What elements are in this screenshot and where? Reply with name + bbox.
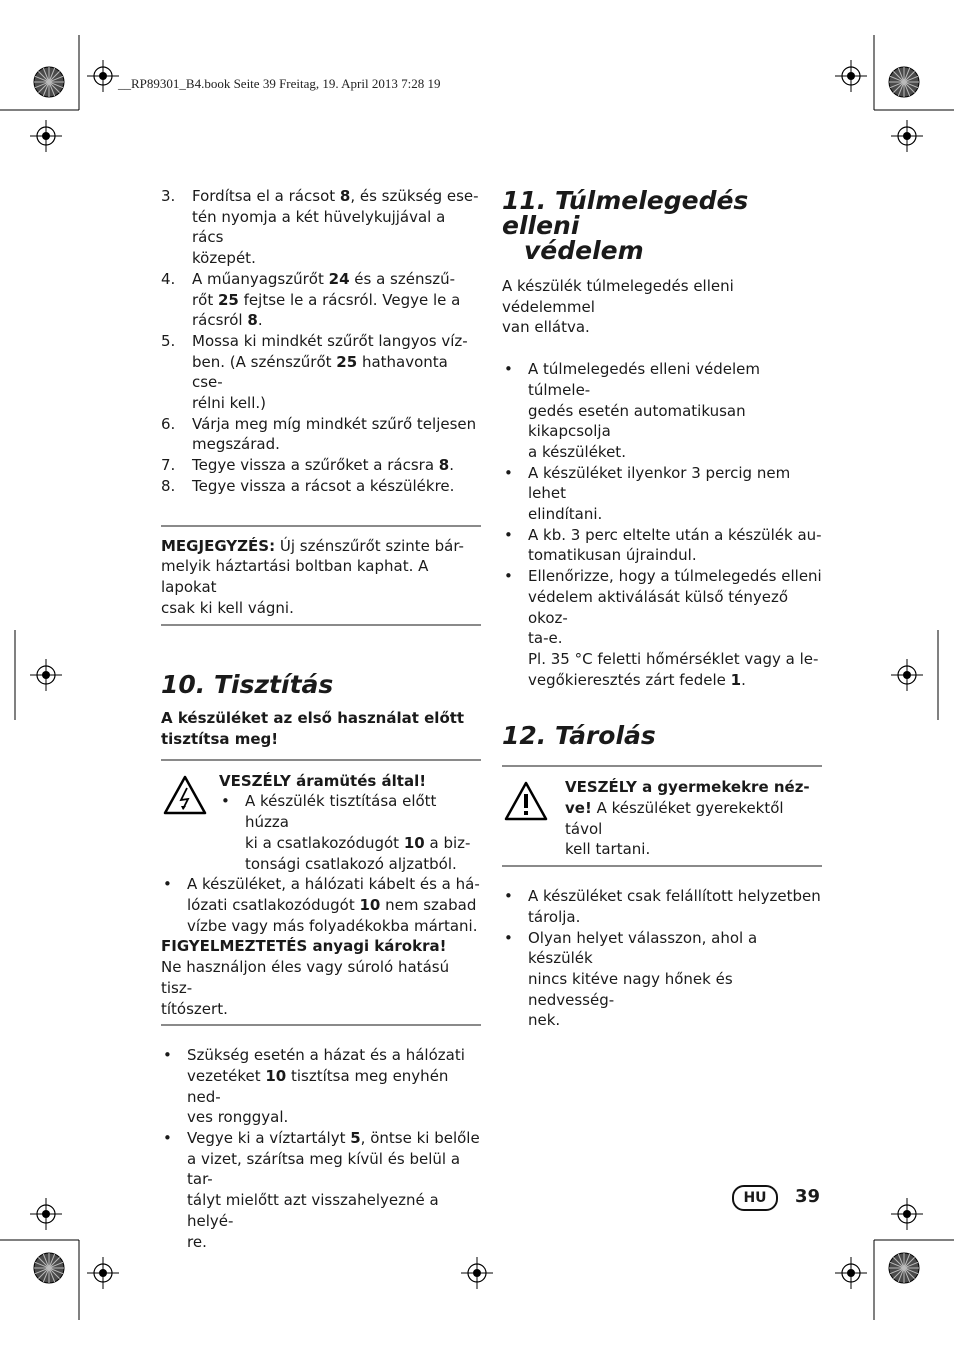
step-item: 5. Mossa ki mindkét szűrőt langyos víz- ben. (A szénszűrőt 25 hathavonta cse- rélni kell.) bbox=[161, 331, 468, 413]
language-badge: HU bbox=[732, 1185, 778, 1211]
section-intro: A készülék túlmelegedés elleni védelemmel van ellátva. bbox=[502, 277, 734, 337]
list-item: • Szükség esetén a házat és a hálózati vezetéket 10 tisztítsa meg enyhén ned- ves ronggyal. bbox=[163, 1046, 465, 1127]
list-item: • A készülék tisztítása előtt húzza ki a csatlakozódugót 10 a biz- tonsági csatlakozó aljzatból. bbox=[221, 792, 471, 873]
divider bbox=[502, 865, 822, 867]
list-item: • Ellenőrizze, hogy a túlmelegedés elleni védelem aktiválását külső tényező okoz- ta-e. Pl. 35 °C feletti hőmérséklet vagy a le- vegőkieresztés zárt fedele 1. bbox=[504, 567, 822, 689]
section-title-tulmelegedes: 11. Túlmelegedés elleni védelem bbox=[502, 186, 749, 265]
danger-electric-box bbox=[161, 771, 481, 1019]
danger-children-box: VESZÉLY a gyermekekre néz- ve! A készüléket gyerekektől távol kell tartani. bbox=[502, 777, 822, 860]
divider bbox=[161, 759, 481, 761]
print-header: __RP89301_B4.book Seite 39 Freitag, 19. April 2013 7:28 19 bbox=[118, 76, 441, 91]
note: MEGJEGYZÉS: Új szénszűrőt szinte bár- melyik háztartási boltban kaphat. A lapokat csak ki kell vágni. bbox=[161, 536, 464, 617]
caution-title: FIGYELMEZTETÉS anyagi károkra! bbox=[161, 937, 447, 956]
divider bbox=[161, 624, 481, 626]
left-column bbox=[161, 186, 481, 1252]
step-number: 7. bbox=[161, 456, 176, 475]
list-item: • Olyan helyet válasszon, ahol a készülék nincs kitéve nagy hőnek és nedvesség- nek. bbox=[504, 928, 758, 1030]
cleaning-bullets bbox=[161, 1045, 481, 1252]
step-number: 4. bbox=[161, 269, 176, 288]
list-item: • A túlmelegedés elleni védelem túlmele- gedés esetén automatikusan kikapcsolja a készüléket. bbox=[504, 360, 761, 461]
step-item: 3. Fordítsa el a rácsot 8, és szükség ese- tén nyomja a két hüvelykujjával a rács közepét. bbox=[161, 187, 479, 268]
list-item: • A készüléket ilyenkor 3 percig nem lehet elindítani. bbox=[504, 463, 791, 524]
section-title-tisztitas: 10. Tisztítás bbox=[161, 670, 334, 700]
list-item: • A készüléket csak felállított helyzetben tárolja. bbox=[504, 887, 821, 926]
danger-title: VESZÉLY áramütés által! bbox=[219, 771, 427, 790]
step-item: 4. A műanyagszűrőt 24 és a szénszű- rőt 25 fejtse le a rácsról. Vegye le a rácsról 8. bbox=[161, 269, 461, 330]
right-column bbox=[502, 188, 822, 1031]
list-item: • A készüléket, a hálózati kábelt és a há- lózati csatlakozódugót 10 nem szabad vízbe vagy más folyadékokba mártani. bbox=[163, 875, 480, 935]
storage-bullets bbox=[502, 886, 822, 1031]
step-item: 6. Várja meg míg mindkét szűrő teljesen megszárad. bbox=[161, 414, 477, 454]
divider bbox=[502, 765, 822, 767]
step-number: 3. bbox=[161, 187, 176, 205]
divider bbox=[161, 1024, 481, 1026]
section-title-tarolas: 12. Tárolás bbox=[502, 721, 656, 751]
electric-warning-icon bbox=[163, 775, 207, 815]
note-label: MEGJEGYZÉS: bbox=[161, 536, 276, 555]
caution-text: Ne használjon éles vagy súroló hatású tisz- títószert. bbox=[161, 958, 450, 1018]
divider bbox=[161, 525, 481, 527]
list-item: • A kb. 3 perc eltelte után a készülék au- tomatikusan újraindul. bbox=[504, 525, 822, 565]
step-item: 7. Tegye vissza a szűrőket a rácsra 8. bbox=[161, 456, 455, 475]
step-number: 6. bbox=[161, 414, 176, 433]
step-number: 5. bbox=[161, 331, 176, 350]
list-item: • Vegye ki a víztartályt 5, öntse ki belőle a vizet, szárítsa meg kívül és belül a tar- tályt mielőtt azt visszahelyezné a helyé- re. bbox=[163, 1129, 480, 1251]
page-number: 39 bbox=[795, 1186, 821, 1207]
cleaning-steps-list bbox=[161, 186, 481, 497]
step-number: 8. bbox=[161, 476, 176, 495]
step-item: 8. Tegye vissza a rácsot a készülékre. bbox=[161, 476, 455, 495]
warning-icon bbox=[504, 781, 548, 821]
section-intro: A készüléket az első használat előtt tisztítsa meg! bbox=[161, 709, 465, 749]
overheat-bullets bbox=[502, 359, 822, 690]
